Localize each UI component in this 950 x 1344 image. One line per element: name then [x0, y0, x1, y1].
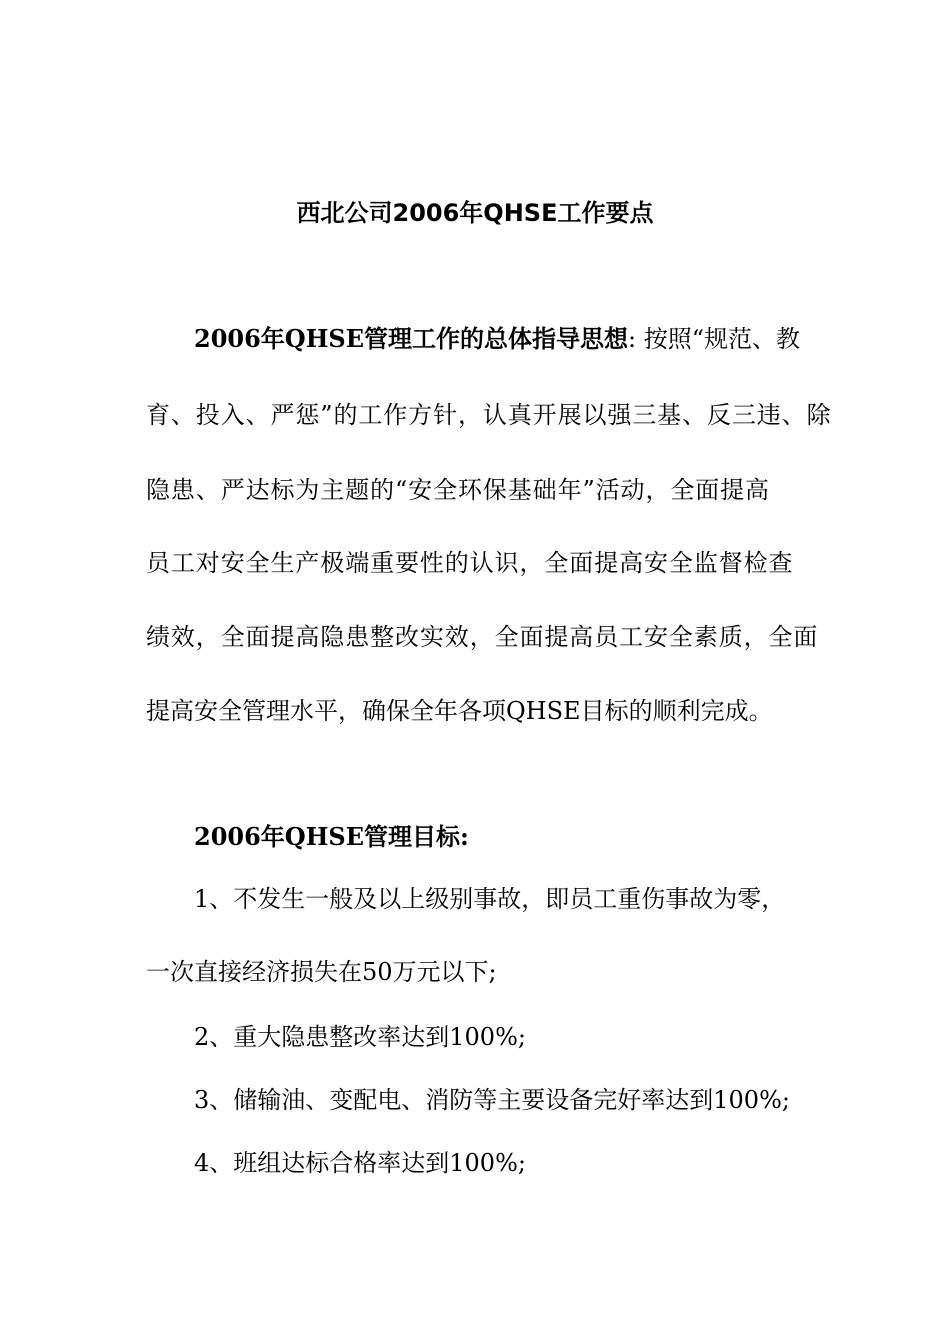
- guiding-text-line: 绩效，全面提高隐患整改实效，全面提高员工安全素质，全面: [146, 623, 819, 651]
- guiding-text-line: : 按照“规范、教: [628, 325, 800, 353]
- guiding-text-line: 提高安全管理水平，确保全年各项QHSE目标的顺利完成。: [146, 697, 773, 725]
- goals-heading: 2006年QHSE管理目标:: [194, 822, 469, 851]
- goal-item: 2、重大隐患整改率达到100%;: [194, 1023, 526, 1051]
- goal-item-continued: 一次直接经济损失在50万元以下;: [146, 958, 497, 986]
- goal-item: 3、储输油、变配电、消防等主要设备完好率达到100%;: [194, 1086, 790, 1114]
- guiding-first-line: [194, 322, 864, 356]
- guiding-text-line: 员工对安全生产极端重要性的认识，全面提高安全监督检查: [146, 549, 794, 577]
- goal-item: 4、班组达标合格率达到100%;: [194, 1149, 526, 1177]
- goal-item: 1、不发生一般及以上级别事故，即员工重伤事故为零，: [194, 885, 786, 913]
- guiding-text-line: 隐患、严达标为主题的“安全环保基础年”活动，全面提高: [146, 476, 770, 504]
- guiding-heading: 2006年QHSE管理工作的总体指导思想: [194, 324, 629, 353]
- guiding-text-line: 育、投入、严惩”的工作方针，认真开展以强三基、反三违、除: [146, 401, 832, 429]
- document-title: 西北公司2006年QHSE工作要点: [296, 199, 654, 227]
